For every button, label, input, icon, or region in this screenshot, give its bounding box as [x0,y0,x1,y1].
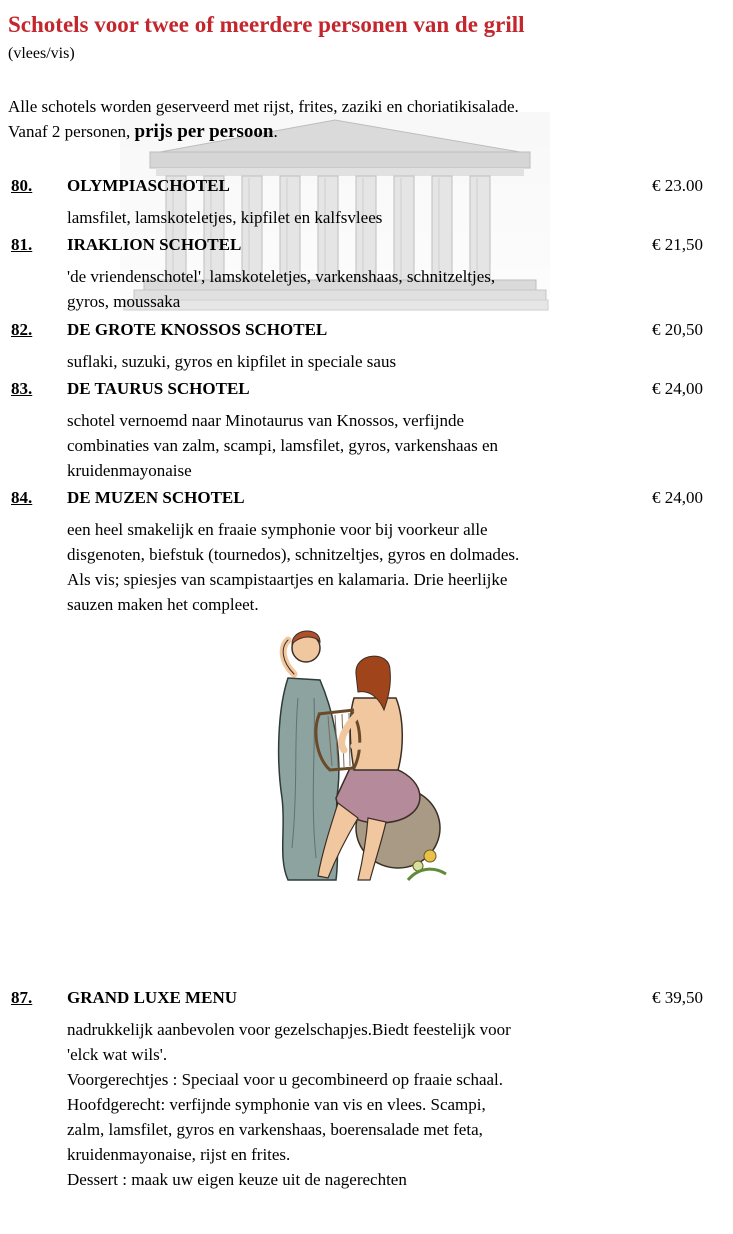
menu-item-number: 87. [11,988,33,1007]
description-line: Dessert : maak uw eigen keuze uit de nagerechten [67,1170,407,1189]
menu-item-number: 80. [11,176,33,195]
description-line: nadrukkelijk aanbevolen voor gezelschapjes.Biedt feestelijk voor [67,1020,511,1039]
description-line: suflaki, suzuki, gyros en kipfilet in speciale saus [67,352,397,371]
menu-item-number: 81. [11,235,33,254]
description-line: 'elck wat wils'. [67,1045,168,1064]
description-line: Voorgerechtjes : Speciaal voor u gecombineerd op fraaie schaal. [67,1070,504,1089]
description-line: 'de vriendenschotel', lamskoteletjes, varkenshaas, schnitzeltjes, [67,267,496,286]
menu-item-price: € 24,00 [652,488,703,507]
description-line: disgenoten, biefstuk (tournedos), schnitzeltjes, gyros en dolmades. [67,545,520,564]
intro-line-1: Alle schotels worden geserveerd met rijst, frites, zaziki en choriatikisalade. [8,97,519,116]
menu-item-price: € 21,50 [652,235,703,254]
page-subtitle: (vlees/vis) [8,45,75,62]
menu-item-description [67,264,667,314]
menu-item-description [67,205,667,230]
description-line: lamsfilet, lamskoteletjes, kipfilet en kalfsvlees [67,208,383,227]
description-line: gyros, moussaka [67,292,181,311]
menu-item-description [67,408,667,483]
intro-text [8,94,519,144]
description-line: Als vis; spiesjes van scampistaartjes en kalamaria. Drie heerlijke [67,570,508,589]
menu-item-name: DE MUZEN SCHOTEL [67,488,245,507]
menu-item-number: 83. [11,379,33,398]
menu-item-name: GRAND LUXE MENU [67,988,237,1007]
description-line: sauzen maken het compleet. [67,595,259,614]
menu-item-number: 82. [11,320,33,339]
description-line: kruidenmayonaise [67,461,192,480]
price-per-person-label: prijs per persoon [134,121,274,142]
description-line: Hoofdgerecht: verfijnde symphonie van vis en vlees. Scampi, [67,1095,486,1114]
menu-item-description [67,517,667,617]
menu-item-price: € 23.00 [652,176,703,195]
menu-item-number: 84. [11,488,33,507]
menu-item-name: IRAKLION SCHOTEL [67,235,242,254]
menu-item-name: OLYMPIASCHOTEL [67,176,230,195]
menu-item-name: DE GROTE KNOSSOS SCHOTEL [67,320,328,339]
description-line: combinaties van zalm, scampi, lamsfilet, gyros, varkenshaas en [67,436,499,455]
description-line: schotel vernoemd naar Minotaurus van Knossos, verfijnde [67,411,465,430]
menu-item-description [67,349,667,374]
description-line: een heel smakelijk en fraaie symphonie voor bij voorkeur alle [67,520,488,539]
intro-line-2 [8,119,519,144]
intro-line-2-suffix: . [273,122,278,141]
description-line: zalm, lamsfilet, gyros en varkenshaas, boerensalade met feta, [67,1120,483,1139]
menu-item-price: € 24,00 [652,379,703,398]
description-line: kruidenmayonaise, rijst en frites. [67,1145,291,1164]
menu-item-price: € 39,50 [652,988,703,1007]
menu-item-price: € 20,50 [652,320,703,339]
menu-item-description [67,1017,667,1192]
intro-line-2-prefix: Vanaf 2 personen, [8,122,135,141]
muse-lyre-illustration [258,618,458,898]
page-title: Schotels voor twee of meerdere personen van de grill [8,12,525,37]
menu-item-name: DE TAURUS SCHOTEL [67,379,250,398]
